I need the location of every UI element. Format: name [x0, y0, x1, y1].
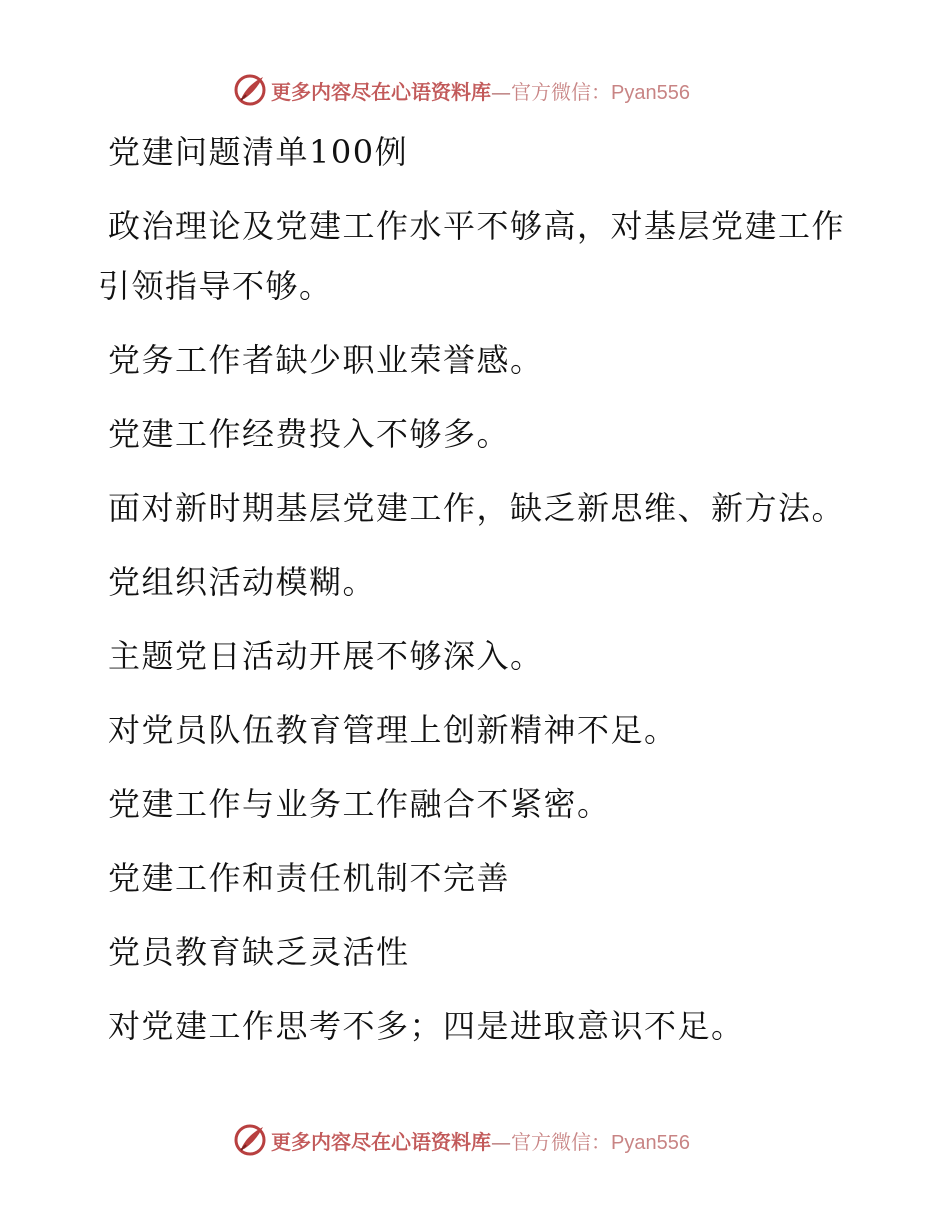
banner-separator: —: [491, 79, 511, 104]
list-item: 党务工作者缺少职业荣誉感。: [108, 341, 544, 379]
document-body: [98, 122, 858, 1070]
list-item: 对党员队伍教育管理上创新精神不足。: [108, 711, 678, 749]
banner-separator: —: [491, 1129, 511, 1154]
banner-wechat-label: 官方微信：: [511, 79, 611, 104]
banner-text: [271, 76, 690, 105]
banner-main-text: 更多内容尽在心语资料库: [271, 1129, 491, 1154]
list-item: 面对新时期基层党建工作，缺乏新思维、新方法。: [108, 489, 846, 527]
list-item: 党组织活动模糊。: [108, 563, 377, 601]
banner-wechat-label: 官方微信：: [511, 1129, 611, 1154]
list-item: 党建工作与业务工作融合不紧密。: [108, 785, 611, 823]
quill-logo-icon: [233, 73, 267, 107]
list-item: 政治理论及党建工作水平不够高，对基层党建工作引领指导不够。: [98, 207, 846, 305]
list-item: 党建工作经费投入不够多。: [108, 415, 511, 453]
list-item: 主题党日活动开展不够深入。: [108, 637, 544, 675]
banner-text: [271, 1126, 690, 1155]
list-item: 对党建工作思考不多；四是进取意识不足。: [108, 1007, 745, 1045]
banner-main-text: 更多内容尽在心语资料库: [271, 79, 491, 104]
list-item: 党建工作和责任机制不完善: [108, 859, 511, 897]
quill-logo-icon: [233, 1123, 267, 1157]
banner-wechat-id: Pyan556: [611, 1131, 690, 1154]
list-item: 党员教育缺乏灵活性: [108, 933, 410, 971]
footer-banner: [233, 1120, 713, 1160]
banner-wechat-id: Pyan556: [611, 81, 690, 104]
document-title: 党建问题清单100例: [108, 133, 409, 171]
header-banner: [233, 70, 713, 110]
